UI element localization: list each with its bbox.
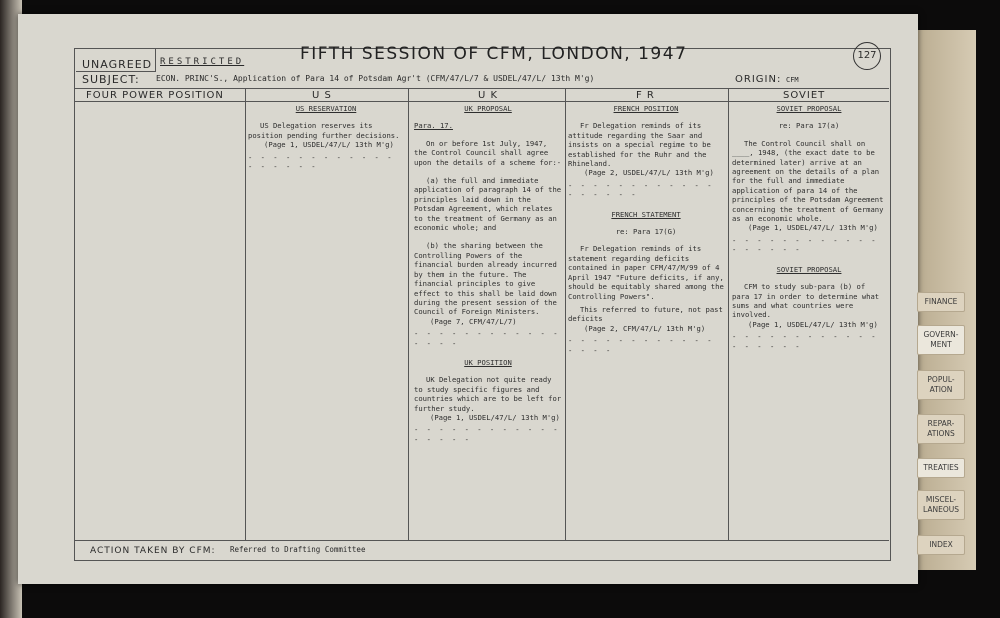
column-header-uk: U K xyxy=(478,90,499,101)
status-box: UNAGREED xyxy=(76,48,156,72)
origin-label: ORIGIN: xyxy=(735,74,782,85)
fr-reference-para: re: Para 17(G) xyxy=(615,227,677,237)
soviet-heading: SOVIET PROPOSAL xyxy=(776,104,842,113)
action-text: Referred to Drafting Committee xyxy=(230,545,366,554)
tab-reparations[interactable]: REPAR-ATIONS xyxy=(917,414,965,444)
uk-paragraph: (b) the sharing between the Controlling Powers of the financial burden already incurred by them in the future. The financial principles to give effect to this shall be laid down during the present session of the Council of Foreign Ministers. xyxy=(414,241,557,317)
uk-dash-divider: - - - - - - - - - - - - - - - - xyxy=(414,329,560,348)
us-dash-divider: - - - - - - - - - - - - - - - - - - xyxy=(248,152,394,172)
soviet-reference: (Page 1, USDEL/47/L/ 13th M'g) xyxy=(748,319,878,329)
column-header-soviet: SOVIET xyxy=(783,90,826,101)
header-divider xyxy=(75,88,889,89)
soviet-reference-para: re: Para 17(a) xyxy=(778,121,840,131)
soviet-column xyxy=(732,104,886,361)
soviet-reference: (Page 1, USDEL/47/L/ 13th M'g) xyxy=(748,223,878,233)
soviet-dash-divider: - - - - - - - - - - - - - - - - - - xyxy=(732,332,878,351)
fr-reference: (Page 2, CFM/47/L/ 13th M'g) xyxy=(584,323,706,333)
tab-index[interactable]: INDEX xyxy=(917,535,965,555)
tab-population[interactable]: POPUL-ATION xyxy=(917,370,965,400)
uk-reference: (Page 7, CFM/47/L/7) xyxy=(430,316,517,326)
action-divider xyxy=(75,540,889,541)
tab-government[interactable]: GOVERN-MENT xyxy=(917,325,965,355)
fr-dash-divider: - - - - - - - - - - - - - - - - - - xyxy=(568,180,714,200)
action-label: ACTION TAKEN BY CFM: xyxy=(90,546,216,556)
column-header-us: U S xyxy=(312,90,332,101)
uk-column xyxy=(414,104,562,454)
uk-para-label: Para. 17. xyxy=(414,121,453,131)
subject-label: SUBJECT: xyxy=(82,73,140,86)
uk-reference: (Page 1, USDEL/47/L/ 13th M'g) xyxy=(430,412,560,422)
soviet-paragraph: The Control Council shall on ____, 1948, (the exact date to be determined later) arrive at an agreement on the details of a plan for the full and immediate application of para 14 of the principles of the Potsdam Agreement concerning the treatment of Germany as an economic whole. xyxy=(732,138,884,224)
us-heading: US RESERVATION xyxy=(295,104,357,113)
fr-paragraph: Fr Delegation reminds of its attitude regarding the Saar and insists on a special regime to be established for the Ruhr and the Rhineland. xyxy=(568,121,711,169)
uk-heading: UK PROPOSAL xyxy=(464,104,512,113)
soviet-dash-divider: - - - - - - - - - - - - - - - - - - xyxy=(732,235,878,255)
us-reference: (Page 1, USDEL/47/L/ 13th M'g) xyxy=(264,140,394,150)
uk-heading-position: UK POSITION xyxy=(464,357,512,367)
column-header-fr: F R xyxy=(636,90,655,101)
fr-heading: FRENCH POSITION xyxy=(613,104,679,113)
column-divider xyxy=(728,88,729,540)
fr-dash-divider: - - - - - - - - - - - - - - - - xyxy=(568,336,714,355)
column-divider xyxy=(408,88,409,540)
fr-paragraph: This referred to future, not past deficits xyxy=(568,304,723,324)
tab-treaties[interactable]: TREATIES xyxy=(917,458,965,478)
uk-paragraph: UK Delegation not quite ready to study specific figures and countries which are to be left for further study. xyxy=(414,375,562,413)
origin-value: CFM xyxy=(786,76,799,84)
tab-finance[interactable]: FINANCE xyxy=(917,292,965,312)
fr-reference: (Page 2, USDEL/47/L/ 13th M'g) xyxy=(584,168,714,178)
column-header-divider xyxy=(75,101,889,102)
column-header-four-power: FOUR POWER POSITION xyxy=(86,90,224,101)
tab-miscellaneous[interactable]: MISCEL-LANEOUS xyxy=(917,490,965,520)
fr-paragraph: Fr Delegation reminds of its statement regarding deficits contained in paper CFM/47/M/99 of 4 April 1947 "Future deficits, if any, should be equitably shared among the Controlling Powers". xyxy=(568,244,724,301)
fr-column xyxy=(568,104,724,365)
column-divider xyxy=(565,88,566,540)
subject-text: ECON. PRINC'S., Application of Para 14 of Potsdam Agr't (CFM/47/L/7 & USDEL/47/L/ 13th M'g) xyxy=(156,74,595,83)
fr-heading-statement: FRENCH STATEMENT xyxy=(611,209,681,219)
us-text: US Delegation reserves its position pending further decisions. xyxy=(248,121,400,140)
uk-dash-divider: - - - - - - - - - - - - - - - - - xyxy=(414,425,560,444)
soviet-paragraph: CFM to study sub-para (b) of para 17 in order to determine what sums and what countries were involved. xyxy=(732,282,880,320)
soviet-heading-second: SOVIET PROPOSAL xyxy=(776,264,842,274)
uk-paragraph: On or before 1st July, 1947, the Control Council shall agree upon the details of a scheme for:- xyxy=(414,138,562,167)
column-divider xyxy=(245,88,246,540)
uk-paragraph: (a) the full and immediate application of paragraph 14 of the principles laid down in the Potsdam Agreement, which relates to the treatment of Germany as an economic whole; and xyxy=(414,176,562,233)
page-number: 127 xyxy=(853,42,881,70)
classification-stamp: RESTRICTED xyxy=(160,57,245,67)
us-column xyxy=(248,104,404,181)
document-title: FIFTH SESSION OF CFM, LONDON, 1947 xyxy=(300,44,688,64)
